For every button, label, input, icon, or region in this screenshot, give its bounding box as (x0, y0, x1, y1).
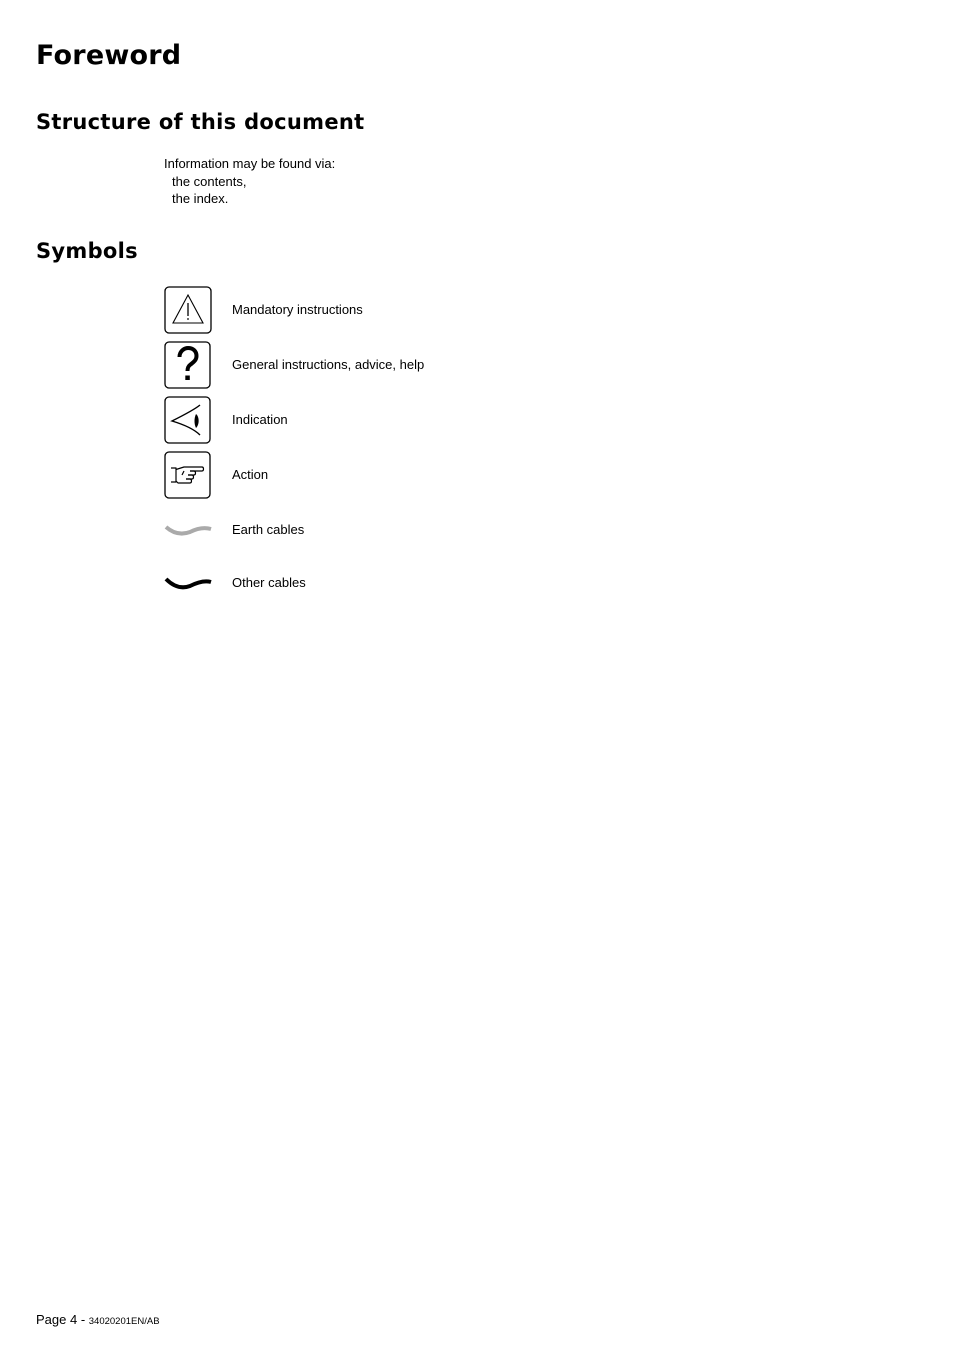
page-title: Foreword (36, 40, 182, 71)
symbol-label-mandatory: Mandatory instructions (232, 302, 363, 317)
warning-triangle-icon (164, 286, 212, 334)
question-mark-icon (164, 341, 212, 389)
other-cable-icon (164, 559, 212, 607)
structure-item-contents: the contents, (172, 173, 247, 189)
pointing-hand-icon (164, 451, 212, 499)
section-heading-symbols: Symbols (36, 239, 138, 263)
document-code: 34020201EN/AB (88, 1316, 160, 1327)
symbol-row-other-cables (164, 559, 564, 607)
symbol-label-general: General instructions, advice, help (232, 357, 425, 372)
symbol-label-action: Action (232, 467, 269, 482)
structure-item-index: the index. (172, 191, 229, 206)
symbol-row-action (164, 451, 564, 499)
eye-indication-icon (164, 396, 212, 444)
symbol-label-indication: Indication (232, 412, 288, 427)
symbol-row-general (164, 341, 564, 389)
section-heading-structure: Structure of this document (36, 110, 365, 134)
structure-info (164, 155, 335, 208)
earth-cable-icon (164, 506, 212, 554)
symbol-row-indication (164, 396, 564, 444)
page-number: Page 4 - (36, 1312, 89, 1327)
structure-intro: Information may be found via: (164, 156, 336, 171)
symbol-row-earth-cables (164, 506, 564, 554)
symbol-row-mandatory (164, 286, 564, 334)
symbol-label-other-cables: Other cables (232, 575, 306, 590)
page-footer (36, 1312, 160, 1330)
symbol-label-earth-cables: Earth cables (232, 522, 305, 537)
